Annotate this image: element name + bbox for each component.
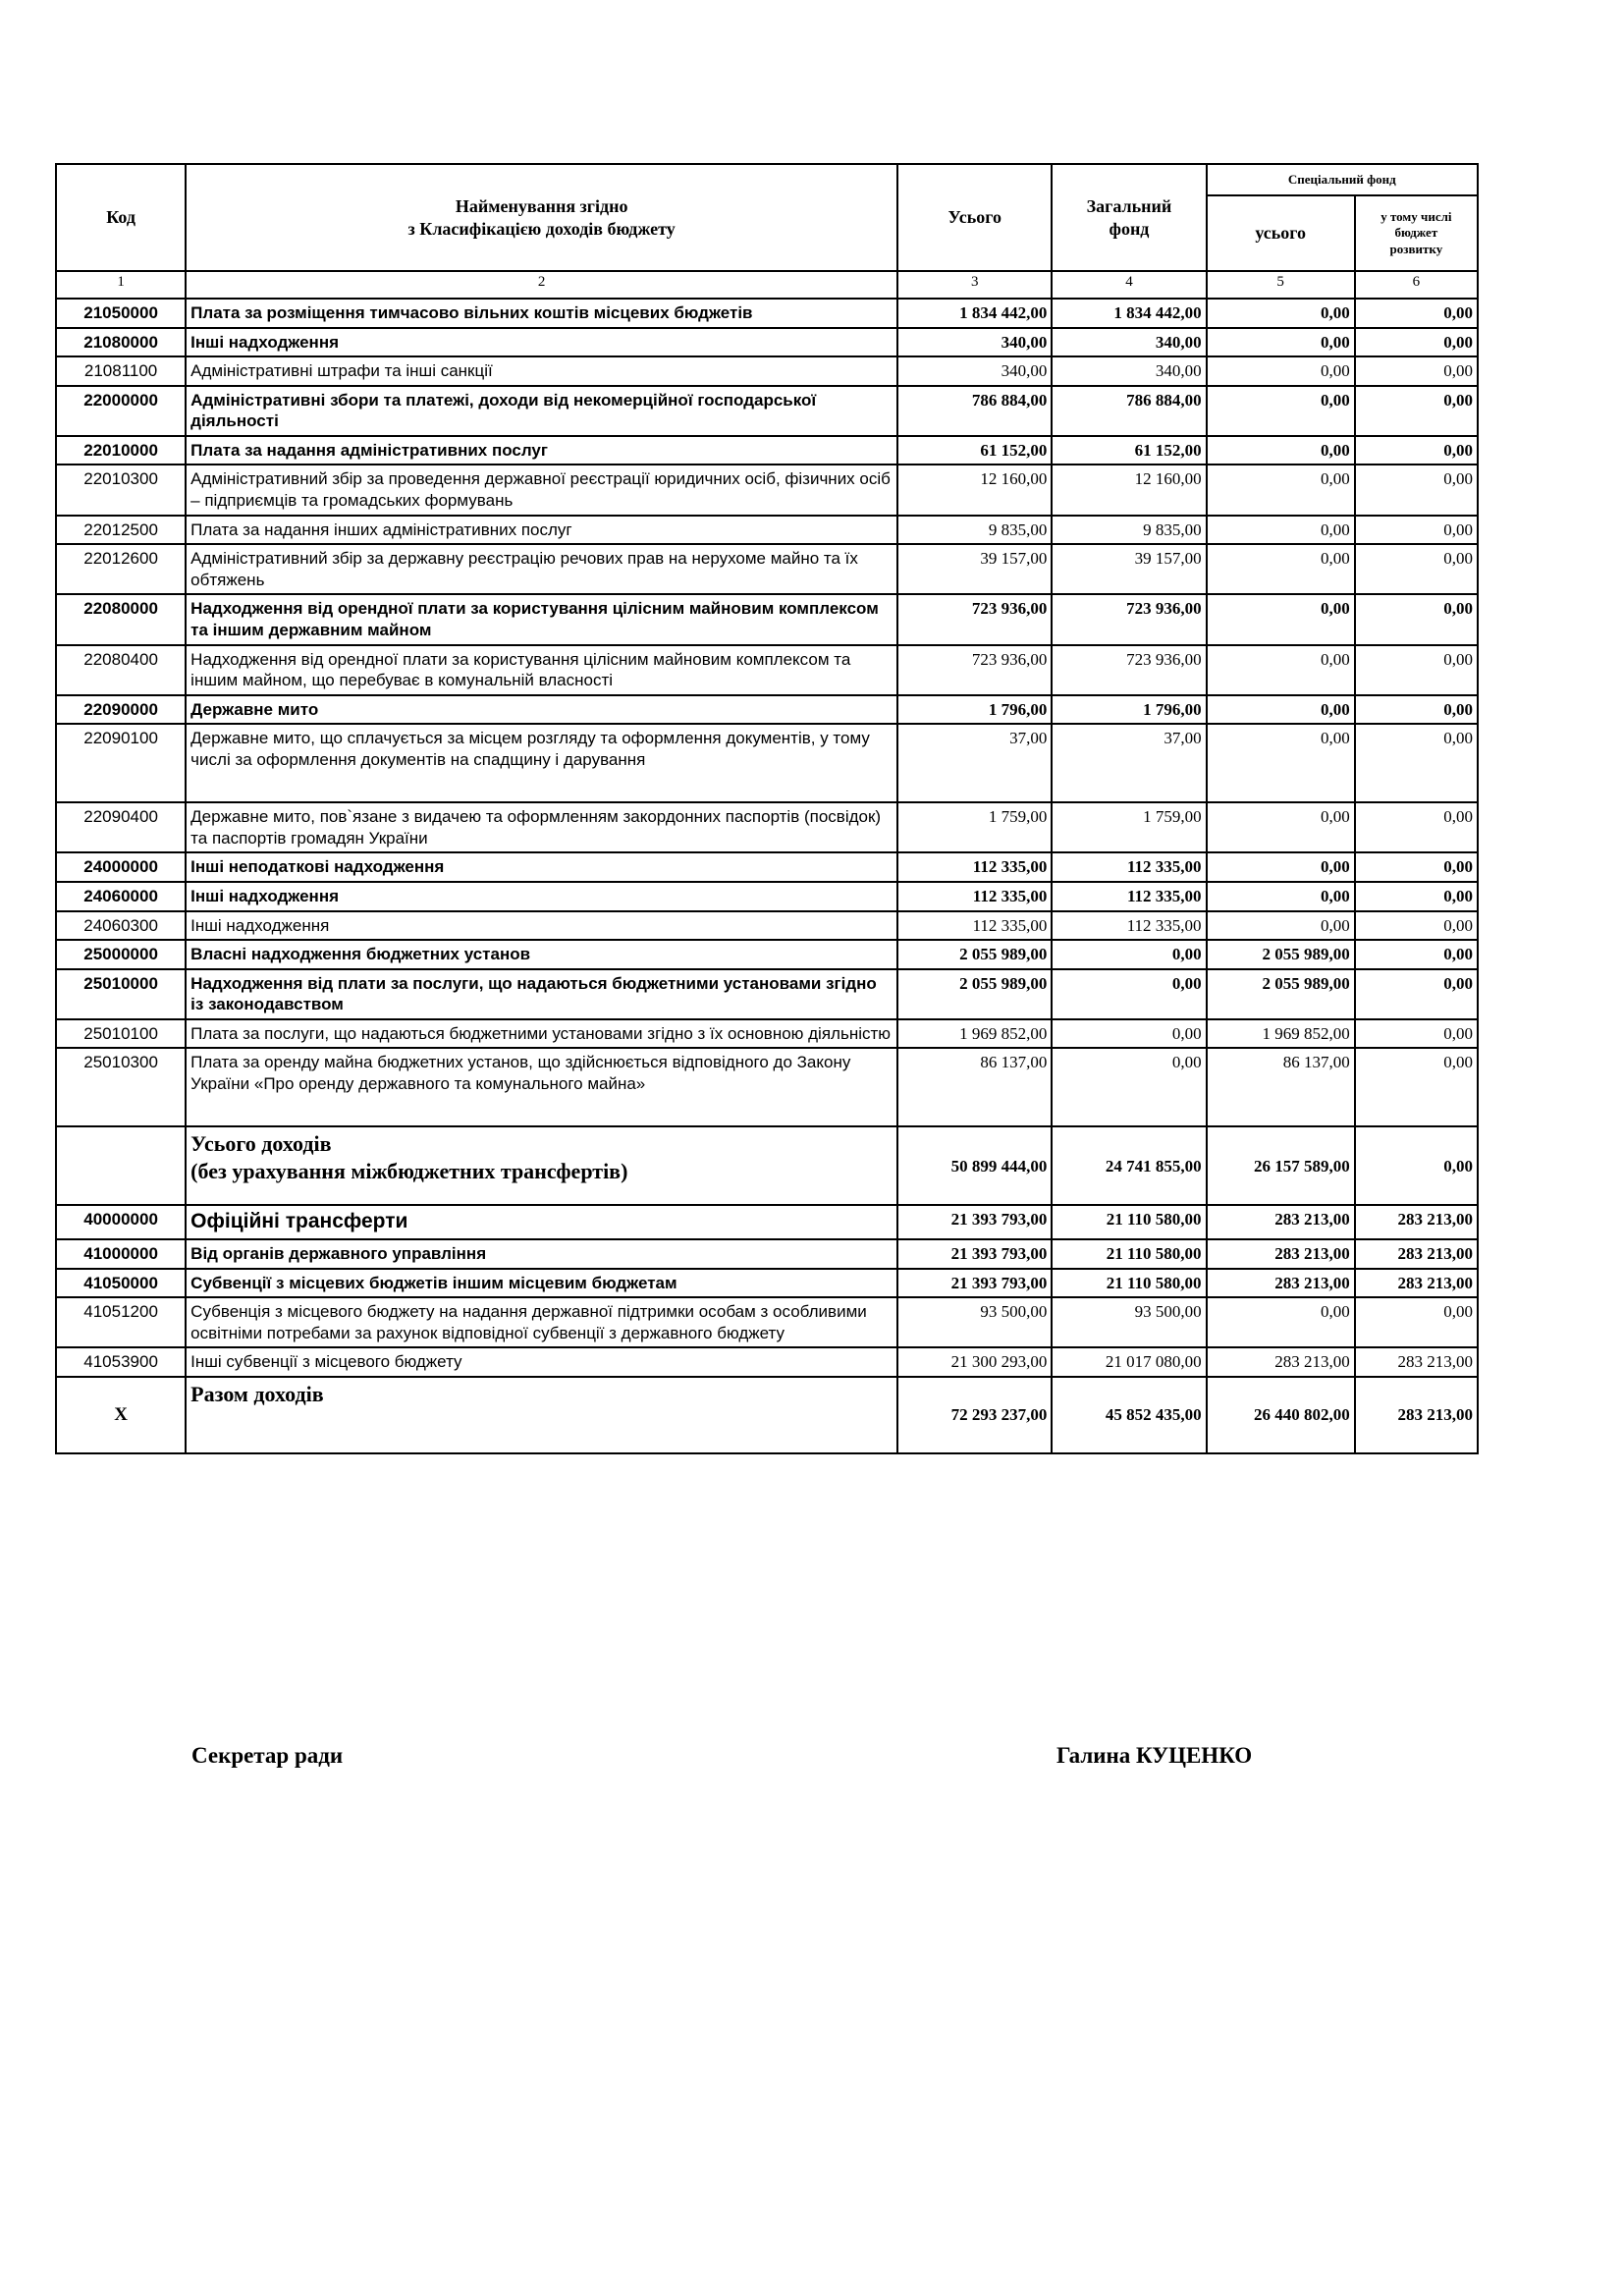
row-development-budget: 0,00 (1355, 516, 1478, 545)
subtotal-section (56, 1126, 1478, 1205)
row-total: 39 157,00 (897, 544, 1052, 594)
table-row (56, 695, 1478, 725)
row-name: Інші надходження (186, 328, 897, 357)
row-general-fund: 21 017 080,00 (1052, 1347, 1206, 1377)
column-number: 3 (897, 271, 1052, 299)
table-row (56, 1239, 1478, 1269)
row-general-fund: 9 835,00 (1052, 516, 1206, 545)
table-row (56, 328, 1478, 357)
row-development-budget: 0,00 (1355, 645, 1478, 695)
header-general-line2: фонд (1109, 218, 1150, 239)
header-name-line1: Найменування згідно (455, 195, 628, 216)
row-total: 21 393 793,00 (897, 1239, 1052, 1269)
revenue-rows (56, 299, 1478, 1126)
row-development-budget: 0,00 (1355, 299, 1478, 328)
row-name: Інші субвенції з місцевого бюджету (186, 1347, 897, 1377)
row-general-fund: 0,00 (1052, 940, 1206, 969)
row-total: 1 969 852,00 (897, 1019, 1052, 1049)
row-total: 37,00 (897, 724, 1052, 802)
row-code: 21080000 (56, 328, 186, 357)
header-dev-line1: у тому числі (1380, 208, 1452, 224)
row-special-fund: 0,00 (1207, 356, 1355, 386)
column-number: 1 (56, 271, 186, 299)
row-development-budget: 283 213,00 (1355, 1269, 1478, 1298)
header-total: Усього (897, 164, 1052, 271)
row-name: Плата за послуги, що надаються бюджетними установами згідно з їх основною діяльністю (186, 1019, 897, 1049)
subtotal-name-line1: Усього доходів (190, 1131, 332, 1157)
row-development-budget: 0,00 (1355, 594, 1478, 644)
subtotal-total: 50 899 444,00 (897, 1126, 1052, 1205)
row-special-fund: 2 055 989,00 (1207, 940, 1355, 969)
row-general-fund: 723 936,00 (1052, 645, 1206, 695)
transfer-rows (56, 1205, 1478, 1377)
column-number: 2 (186, 271, 897, 299)
row-total: 340,00 (897, 328, 1052, 357)
row-name: Адміністративний збір за проведення державної реєстрації юридичних осіб, фізичних осіб – підприємців та громадських формувань (186, 465, 897, 515)
header-special-fund: Спеціальний фонд (1207, 164, 1478, 195)
row-code: 24000000 (56, 852, 186, 882)
row-code: 41053900 (56, 1347, 186, 1377)
row-total: 9 835,00 (897, 516, 1052, 545)
row-general-fund: 112 335,00 (1052, 911, 1206, 941)
row-code: 25010300 (56, 1048, 186, 1126)
row-name: Надходження від плати за послуги, що надаються бюджетними установами згідно із законодавством (186, 969, 897, 1019)
row-total: 21 300 293,00 (897, 1347, 1052, 1377)
table-row (56, 594, 1478, 644)
row-general-fund: 12 160,00 (1052, 465, 1206, 515)
row-code: 24060300 (56, 911, 186, 941)
row-development-budget: 0,00 (1355, 544, 1478, 594)
row-total: 723 936,00 (897, 645, 1052, 695)
row-code: 41000000 (56, 1239, 186, 1269)
signature-person: Галина КУЦЕНКО (1056, 1743, 1253, 1768)
table-row (56, 724, 1478, 802)
row-special-fund: 0,00 (1207, 386, 1355, 436)
row-general-fund: 112 335,00 (1052, 852, 1206, 882)
row-general-fund: 723 936,00 (1052, 594, 1206, 644)
row-name: Субвенції з місцевих бюджетів іншим місцевим бюджетам (186, 1269, 897, 1298)
row-general-fund: 0,00 (1052, 1048, 1206, 1126)
row-development-budget: 0,00 (1355, 695, 1478, 725)
table-row (56, 436, 1478, 465)
row-special-fund: 0,00 (1207, 695, 1355, 725)
row-special-fund: 0,00 (1207, 436, 1355, 465)
header-name-line2: з Класифікацією доходів бюджету (407, 218, 676, 239)
row-code: 25000000 (56, 940, 186, 969)
row-total: 112 335,00 (897, 911, 1052, 941)
row-code: 22010300 (56, 465, 186, 515)
row-special-fund: 86 137,00 (1207, 1048, 1355, 1126)
row-total: 112 335,00 (897, 852, 1052, 882)
row-development-budget: 0,00 (1355, 386, 1478, 436)
row-general-fund: 93 500,00 (1052, 1297, 1206, 1347)
row-general-fund: 39 157,00 (1052, 544, 1206, 594)
row-development-budget: 0,00 (1355, 328, 1478, 357)
table-row (56, 516, 1478, 545)
row-special-fund: 0,00 (1207, 911, 1355, 941)
table-row (56, 940, 1478, 969)
row-general-fund: 61 152,00 (1052, 436, 1206, 465)
row-code: 22080000 (56, 594, 186, 644)
row-total: 93 500,00 (897, 1297, 1052, 1347)
row-total: 2 055 989,00 (897, 940, 1052, 969)
header-development-budget (1355, 195, 1478, 271)
row-development-budget: 0,00 (1355, 1048, 1478, 1126)
table-row (56, 1347, 1478, 1377)
table-row (56, 969, 1478, 1019)
table-row (56, 645, 1478, 695)
row-general-fund: 340,00 (1052, 328, 1206, 357)
row-general-fund: 21 110 580,00 (1052, 1239, 1206, 1269)
row-special-fund: 283 213,00 (1207, 1269, 1355, 1298)
column-number: 5 (1207, 271, 1355, 299)
row-special-fund: 283 213,00 (1207, 1347, 1355, 1377)
row-name: Адміністративні збори та платежі, доходи від некомерційної господарської діяльності (186, 386, 897, 436)
grand-total-total: 72 293 237,00 (897, 1377, 1052, 1453)
grand-total-code: Х (56, 1377, 186, 1453)
row-special-fund: 0,00 (1207, 594, 1355, 644)
table-row (56, 544, 1478, 594)
row-development-budget: 283 213,00 (1355, 1239, 1478, 1269)
row-name: Державне мито, пов`язане з видачею та оформленням закордонних паспортів (посвідок) та паспортів громадян України (186, 802, 897, 852)
row-development-budget: 0,00 (1355, 882, 1478, 911)
row-name: Від органів державного управління (186, 1239, 897, 1269)
row-name: Плата за розміщення тимчасово вільних коштів місцевих бюджетів (186, 299, 897, 328)
row-development-budget: 0,00 (1355, 356, 1478, 386)
row-special-fund: 0,00 (1207, 724, 1355, 802)
row-development-budget: 0,00 (1355, 1297, 1478, 1347)
grand-total-special: 26 440 802,00 (1207, 1377, 1355, 1453)
row-special-fund: 0,00 (1207, 645, 1355, 695)
grand-total-development: 283 213,00 (1355, 1377, 1478, 1453)
row-special-fund: 0,00 (1207, 852, 1355, 882)
row-total: 21 393 793,00 (897, 1205, 1052, 1239)
header-special-total: усього (1207, 195, 1355, 271)
row-total: 12 160,00 (897, 465, 1052, 515)
subtotal-name-line2: (без урахування міжбюджетних трансфертів) (190, 1159, 628, 1184)
row-name: Плата за надання адміністративних послуг (186, 436, 897, 465)
table-row (56, 386, 1478, 436)
row-general-fund: 786 884,00 (1052, 386, 1206, 436)
header-general-line1: Загальний (1086, 195, 1172, 216)
row-total: 1 759,00 (897, 802, 1052, 852)
row-total: 61 152,00 (897, 436, 1052, 465)
row-total: 112 335,00 (897, 882, 1052, 911)
table-row (56, 802, 1478, 852)
row-general-fund: 37,00 (1052, 724, 1206, 802)
column-number: 4 (1052, 271, 1206, 299)
grand-total-row (56, 1377, 1478, 1453)
table-row (56, 1205, 1478, 1239)
row-name: Надходження від орендної плати за користування цілісним майновим комплексом та іншим державним майном (186, 594, 897, 644)
row-code: 24060000 (56, 882, 186, 911)
table-row (56, 299, 1478, 328)
row-name: Адміністративні штрафи та інші санкції (186, 356, 897, 386)
subtotal-general: 24 741 855,00 (1052, 1126, 1206, 1205)
row-development-budget: 0,00 (1355, 436, 1478, 465)
row-total: 786 884,00 (897, 386, 1052, 436)
row-code: 22010000 (56, 436, 186, 465)
subtotal-development: 0,00 (1355, 1126, 1478, 1205)
row-special-fund: 283 213,00 (1207, 1239, 1355, 1269)
row-code: 22090100 (56, 724, 186, 802)
row-development-budget: 0,00 (1355, 465, 1478, 515)
subtotal-row (56, 1126, 1478, 1205)
row-special-fund: 0,00 (1207, 882, 1355, 911)
grand-total-name: Разом доходів (186, 1377, 897, 1453)
row-code: 41050000 (56, 1269, 186, 1298)
grand-total-section (56, 1377, 1478, 1453)
row-code: 25010100 (56, 1019, 186, 1049)
row-code: 25010000 (56, 969, 186, 1019)
table-row (56, 1019, 1478, 1049)
row-name: Інші надходження (186, 911, 897, 941)
row-special-fund: 0,00 (1207, 328, 1355, 357)
header-dev-line3: розвитку (1389, 241, 1443, 256)
table-row (56, 882, 1478, 911)
row-name: Державне мито, що сплачується за місцем розгляду та оформлення документів, у тому числі за оформлення документів на спадщину і дарування (186, 724, 897, 802)
row-code: 22012600 (56, 544, 186, 594)
row-special-fund: 0,00 (1207, 299, 1355, 328)
row-code: 21050000 (56, 299, 186, 328)
row-name: Інші надходження (186, 882, 897, 911)
row-development-budget: 283 213,00 (1355, 1205, 1478, 1239)
header-code: Код (56, 164, 186, 271)
row-development-budget: 0,00 (1355, 852, 1478, 882)
row-general-fund: 0,00 (1052, 969, 1206, 1019)
row-code: 22080400 (56, 645, 186, 695)
table-row (56, 1269, 1478, 1298)
row-general-fund: 21 110 580,00 (1052, 1205, 1206, 1239)
row-development-budget: 283 213,00 (1355, 1347, 1478, 1377)
row-name: Власні надходження бюджетних установ (186, 940, 897, 969)
column-number: 6 (1355, 271, 1478, 299)
row-development-budget: 0,00 (1355, 940, 1478, 969)
row-name: Інші неподаткові надходження (186, 852, 897, 882)
row-general-fund: 21 110 580,00 (1052, 1269, 1206, 1298)
row-code: 22012500 (56, 516, 186, 545)
row-code: 41051200 (56, 1297, 186, 1347)
row-special-fund: 0,00 (1207, 1297, 1355, 1347)
table-row (56, 1297, 1478, 1347)
row-development-budget: 0,00 (1355, 911, 1478, 941)
row-total: 21 393 793,00 (897, 1269, 1052, 1298)
row-general-fund: 0,00 (1052, 1019, 1206, 1049)
row-development-budget: 0,00 (1355, 724, 1478, 802)
row-special-fund: 0,00 (1207, 802, 1355, 852)
row-total: 1 834 442,00 (897, 299, 1052, 328)
table-row (56, 911, 1478, 941)
row-special-fund: 2 055 989,00 (1207, 969, 1355, 1019)
table-row (56, 356, 1478, 386)
row-name: Адміністративний збір за державну реєстрацію речових прав на нерухоме майно та їх обтяжень (186, 544, 897, 594)
subtotal-name (186, 1126, 897, 1205)
row-general-fund: 1 796,00 (1052, 695, 1206, 725)
row-development-budget: 0,00 (1355, 969, 1478, 1019)
row-total: 2 055 989,00 (897, 969, 1052, 1019)
row-code: 22000000 (56, 386, 186, 436)
row-development-budget: 0,00 (1355, 802, 1478, 852)
header-dev-line2: бюджет (1394, 225, 1438, 241)
row-general-fund: 340,00 (1052, 356, 1206, 386)
table-row (56, 852, 1478, 882)
row-special-fund: 0,00 (1207, 516, 1355, 545)
row-special-fund: 1 969 852,00 (1207, 1019, 1355, 1049)
row-name: Офіційні трансферти (186, 1205, 897, 1239)
row-special-fund: 0,00 (1207, 465, 1355, 515)
signature-position: Секретар ради (191, 1743, 344, 1768)
row-name: Надходження від орендної плати за користування цілісним майновим комплексом та іншим майном, що перебуває в комунальній власності (186, 645, 897, 695)
row-general-fund: 112 335,00 (1052, 882, 1206, 911)
row-name: Плата за оренду майна бюджетних установ, що здійснюється відповідного до Закону України «Про оренду державного та комунального майна» (186, 1048, 897, 1126)
row-general-fund: 1 834 442,00 (1052, 299, 1206, 328)
row-code: 22090400 (56, 802, 186, 852)
row-total: 340,00 (897, 356, 1052, 386)
header-name (186, 164, 897, 271)
table-row (56, 465, 1478, 515)
row-code: 21081100 (56, 356, 186, 386)
row-development-budget: 0,00 (1355, 1019, 1478, 1049)
row-name: Субвенція з місцевого бюджету на надання державної підтримки особам з особливими освітніми потребами за рахунок відповідної субвенції з державного бюджету (186, 1297, 897, 1347)
table-row (56, 1048, 1478, 1126)
row-name: Плата за надання інших адміністративних послуг (186, 516, 897, 545)
row-special-fund: 283 213,00 (1207, 1205, 1355, 1239)
row-general-fund: 1 759,00 (1052, 802, 1206, 852)
row-special-fund: 0,00 (1207, 544, 1355, 594)
row-total: 86 137,00 (897, 1048, 1052, 1126)
row-code: 40000000 (56, 1205, 186, 1239)
row-code: 22090000 (56, 695, 186, 725)
row-total: 723 936,00 (897, 594, 1052, 644)
row-name: Державне мито (186, 695, 897, 725)
row-total: 1 796,00 (897, 695, 1052, 725)
header-general-fund (1052, 164, 1206, 271)
grand-total-general: 45 852 435,00 (1052, 1377, 1206, 1453)
revenue-table (55, 163, 1479, 1454)
subtotal-special: 26 157 589,00 (1207, 1126, 1355, 1205)
subtotal-code (56, 1126, 186, 1205)
